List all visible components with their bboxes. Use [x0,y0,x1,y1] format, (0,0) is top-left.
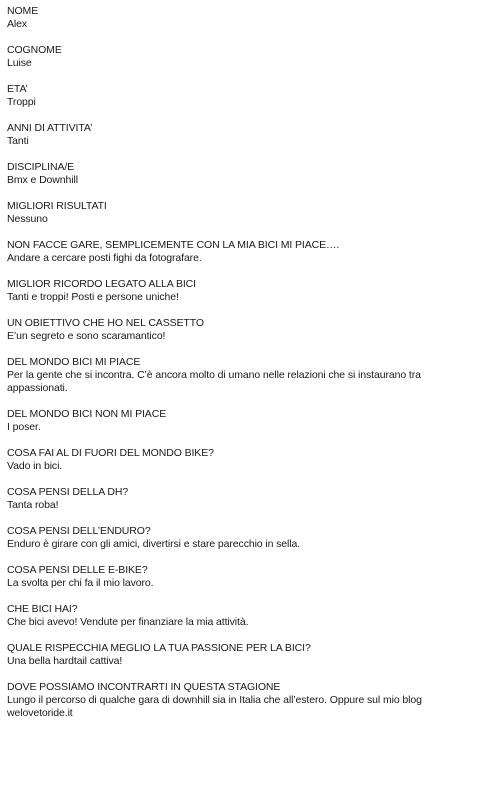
qa-item-miglior-ricordo [7,278,492,304]
answer-text: I poser. [7,421,41,433]
qa-item-cognome [7,44,492,70]
answer-text: La svolta per chi fa il mio lavoro. [7,577,154,589]
qa-item-dove-incontrarti [7,681,492,720]
qa-item-fuori-bike [7,447,492,473]
question-label: COSA PENSI DELLA DH? [7,486,129,498]
qa-item-passione [7,642,492,668]
qa-item-non-mi-piace [7,408,492,434]
answer-text: Andare a cercare posti fighi da fotografare. [7,252,202,264]
question-label: MIGLIORI RISULTATI [7,200,107,212]
answer-text: Troppi [7,96,36,108]
answer-text: Tanta roba! [7,499,59,511]
question-label: NON FACCE GARE, SEMPLICEMENTE CON LA MIA BICI MI PIACE…. [7,239,340,251]
answer-text: Enduro è girare con gli amici, divertirsi e stare parecchio in sella. [7,538,301,550]
qa-item-disciplina [7,161,492,187]
answer-text: Alex [7,18,28,30]
answer-text: Che bici avevo! Vendute per finanziare la mia attività. [7,616,249,628]
qa-item-anni-attivita [7,122,492,148]
question-label: DISCIPLINA/E [7,161,75,173]
question-label: UN OBIETTIVO CHE HO NEL CASSETTO [7,317,204,329]
answer-text: Per la gente che si incontra. C’è ancora molto di umano nelle relazioni che si instaurano tra appassionati. [7,369,421,394]
question-label: DEL MONDO BICI MI PIACE [7,356,141,368]
answer-text: Vado in bici. [7,460,63,472]
question-label: COSA PENSI DELL’ENDURO? [7,525,151,537]
question-label: DOVE POSSIAMO INCONTRARTI IN QUESTA STAGIONE [7,681,281,693]
qa-item-che-bici [7,603,492,629]
answer-text: Tanti [7,135,29,147]
question-label: QUALE RISPECCHIA MEGLIO LA TUA PASSIONE PER LA BICI? [7,642,311,654]
qa-item-mi-piace [7,356,492,395]
qa-item-enduro [7,525,492,551]
answer-text: Luise [7,57,32,69]
question-label: COGNOME [7,44,62,56]
qa-item-non-faccio-gare [7,239,492,265]
qa-item-ebike [7,564,492,590]
qa-item-obiettivo [7,317,492,343]
question-label: ETA’ [7,83,28,95]
answer-text: Lungo il percorso di qualche gara di downhill sia in Italia che all’estero. Oppure sul mio blog welovetoride.it [7,694,422,719]
question-label: ANNI DI ATTIVITA’ [7,122,93,134]
answer-text: Una bella hardtail cattiva! [7,655,123,667]
question-label: NOME [7,5,39,17]
qa-item-nome [7,5,492,31]
question-label: CHE BICI HAI? [7,603,78,615]
answer-text: Bmx e Downhill [7,174,78,186]
qa-item-eta [7,83,492,109]
question-label: DEL MONDO BICI NON MI PIACE [7,408,167,420]
qa-item-migliori-risultati [7,200,492,226]
question-label: MIGLIOR RICORDO LEGATO ALLA BICI [7,278,196,290]
answer-text: Nessuno [7,213,48,225]
answer-text: Tanti e troppi! Posti e persone uniche! [7,291,179,303]
qa-item-dh [7,486,492,512]
answer-text: E’un segreto e sono scaramantico! [7,330,166,342]
question-label: COSA PENSI DELLE E-BIKE? [7,564,148,576]
question-label: COSA FAI AL DI FUORI DEL MONDO BIKE? [7,447,214,459]
